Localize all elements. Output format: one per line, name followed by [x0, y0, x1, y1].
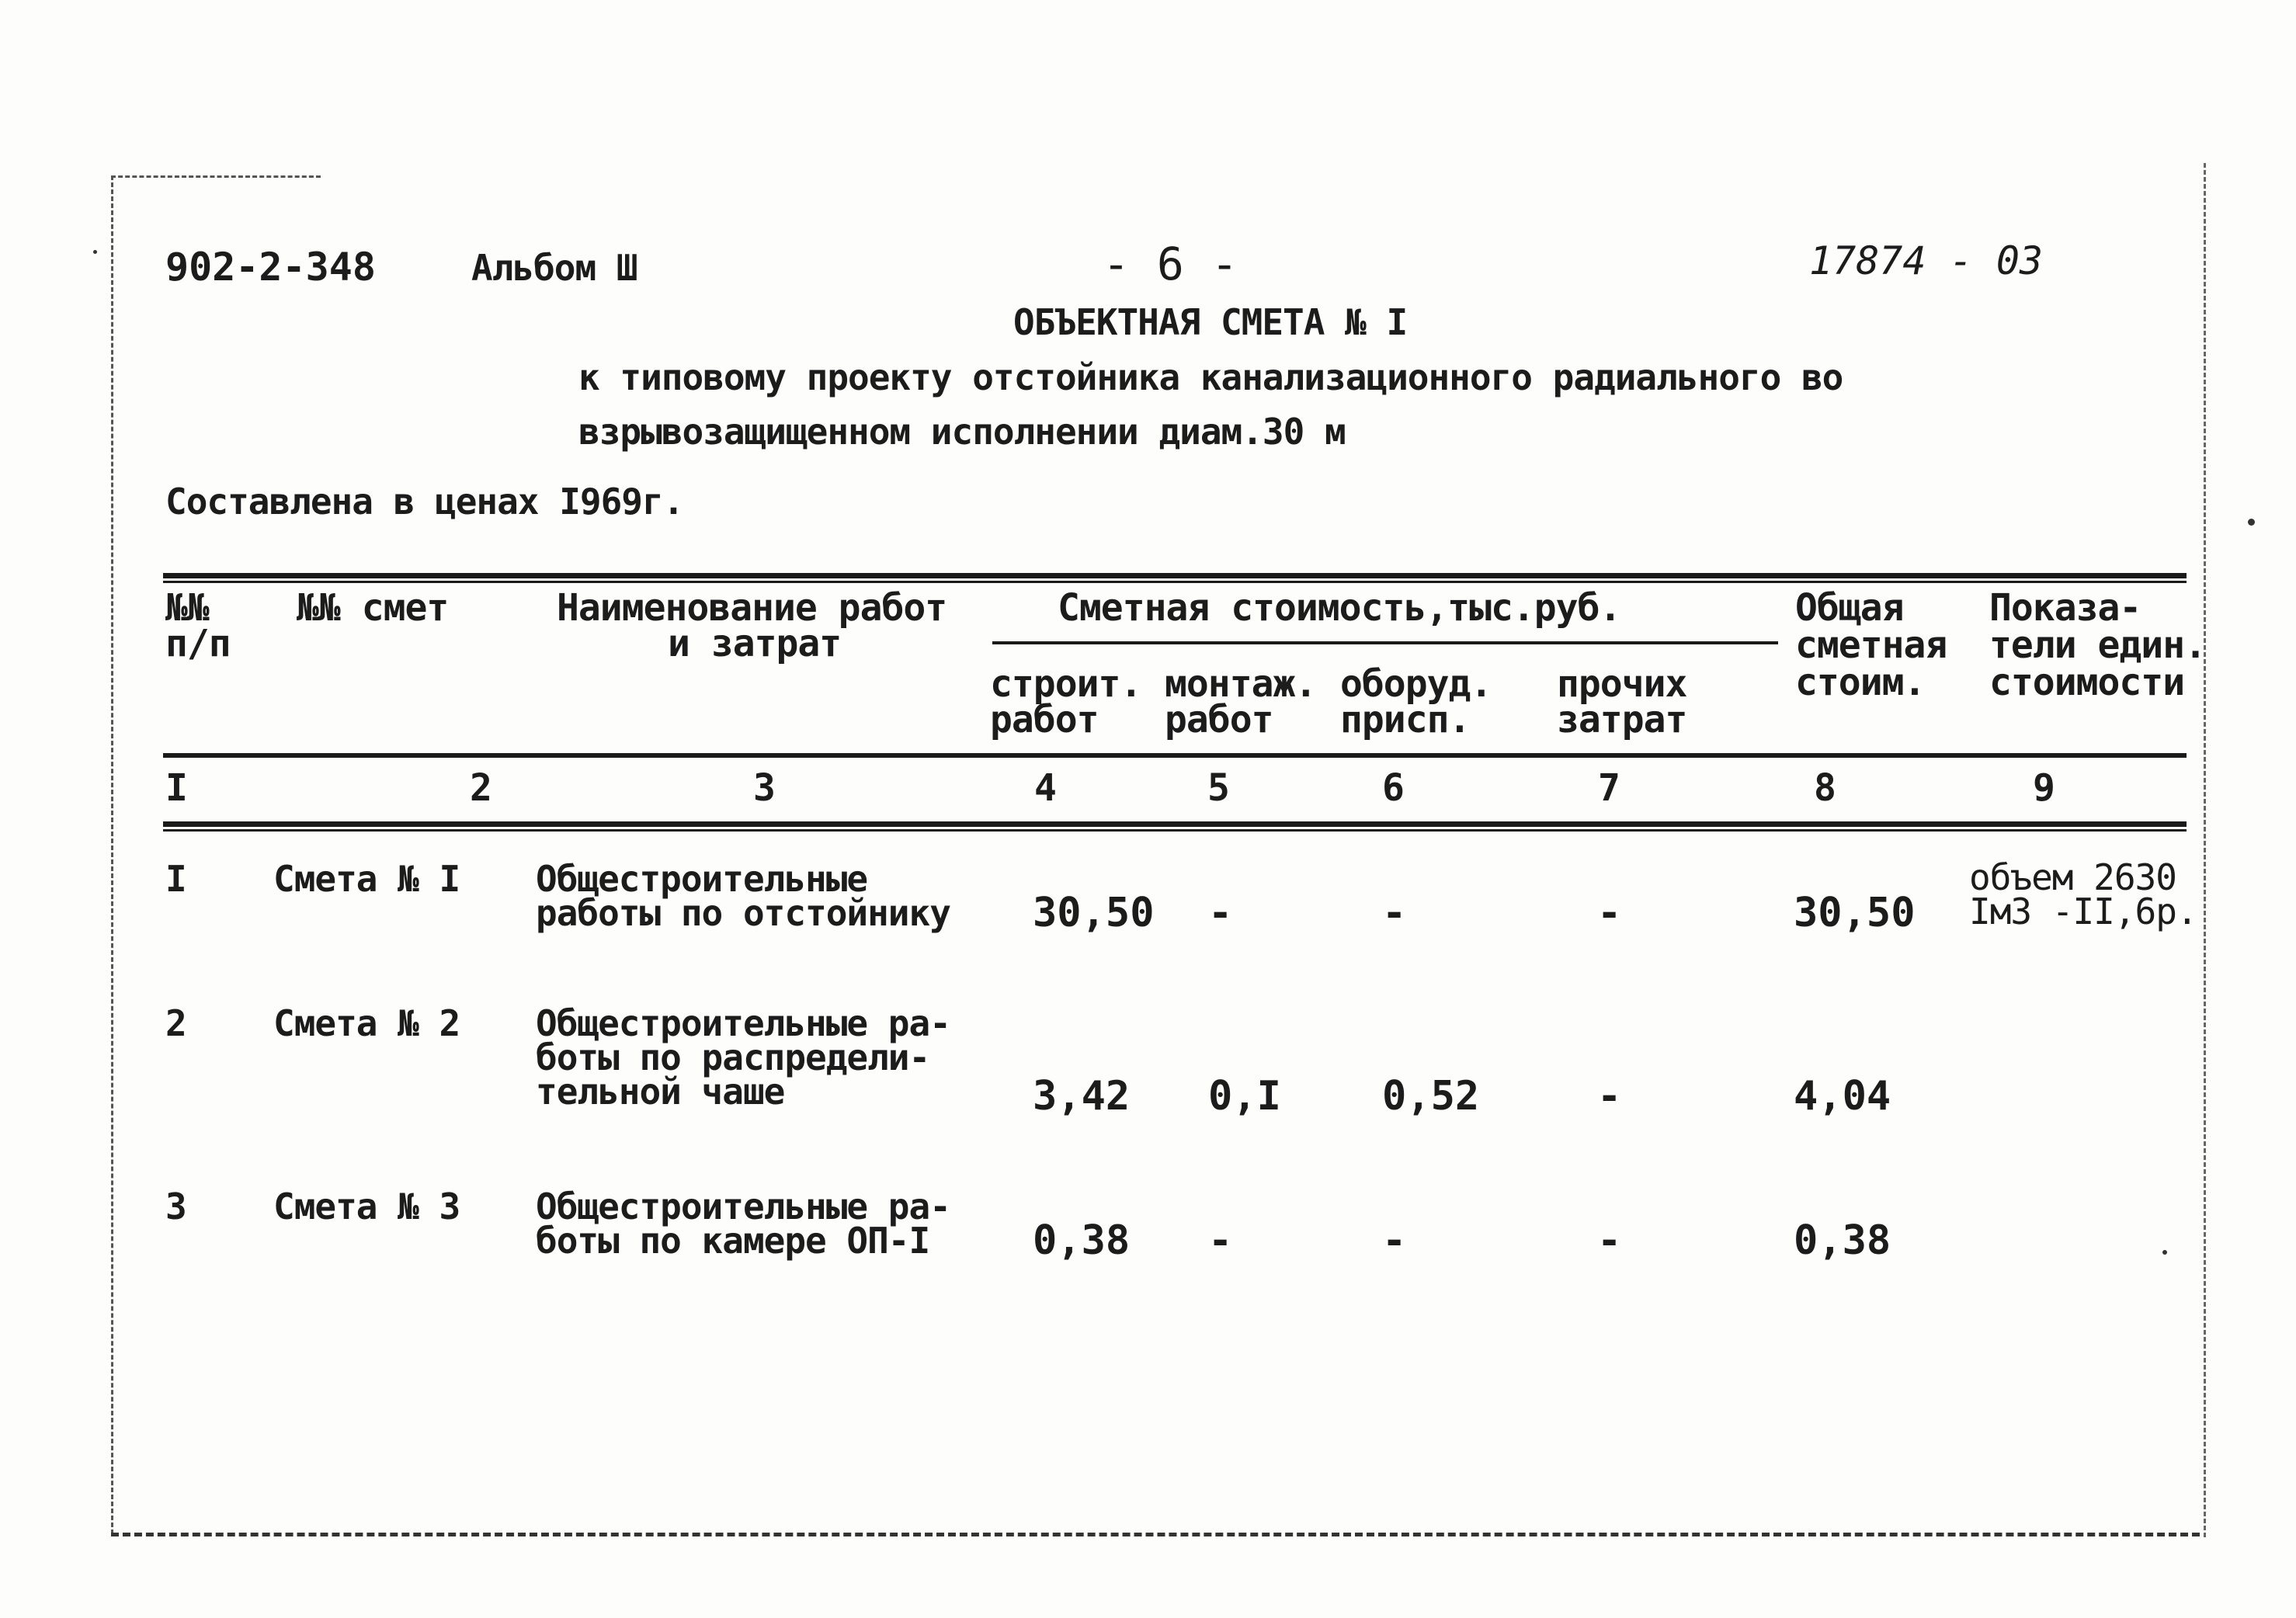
- header-col8-line2: сметная: [1795, 623, 1947, 667]
- row-total-cost: 30,50: [1794, 890, 1916, 936]
- header-col7-line1: прочих: [1557, 662, 1687, 706]
- row-total-cost: 4,04: [1794, 1073, 1891, 1120]
- header-col6-line2: присп.: [1340, 698, 1471, 741]
- row-construction-cost: 0,38: [1033, 1217, 1131, 1264]
- table-top-rule: [163, 573, 2187, 578]
- album-label: Альбом Ш: [471, 247, 637, 289]
- header-col3-line2: и затрат: [668, 622, 842, 665]
- group-header-rule: [992, 641, 1778, 644]
- row-name-line: боты по камере ОП-I: [536, 1220, 930, 1262]
- scan-speck: [2248, 519, 2255, 526]
- row-number: 2: [165, 1002, 186, 1044]
- column-number-3: 3: [753, 766, 776, 810]
- row-installation-cost: -: [1208, 890, 1233, 936]
- header-col1-line1: №№: [165, 586, 209, 630]
- header-col9-line2: тели един.: [1989, 623, 2206, 667]
- header-col9-line1: Показа-: [1989, 586, 2141, 630]
- scan-speck: [2162, 1250, 2167, 1255]
- row-total-cost: 0,38: [1794, 1217, 1891, 1264]
- row-installation-cost: 0,I: [1208, 1073, 1281, 1120]
- row-indicator-line: Iм3 -II,6р.: [1969, 891, 2197, 932]
- row-smeta: Смета № 2: [273, 1002, 460, 1044]
- inventory-number: 17874 - 03: [1809, 238, 2044, 283]
- header-bottom-rule: [163, 753, 2187, 758]
- row-equipment-cost: -: [1382, 890, 1407, 936]
- column-number-1: I: [165, 766, 188, 810]
- page-number: - 6 -: [1103, 238, 1238, 290]
- header-col5-line2: работ: [1165, 698, 1273, 741]
- header-col8-line1: Общая: [1795, 586, 1904, 630]
- header-col5-line1: монтаж.: [1165, 662, 1317, 706]
- row-indicator-line: объем 2630: [1969, 856, 2176, 898]
- row-construction-cost: 30,50: [1033, 890, 1155, 936]
- column-number-9: 9: [2033, 766, 2055, 810]
- row-name-line: Общестроительные ра-: [536, 1002, 950, 1044]
- table-top-rule-inner: [163, 581, 2187, 583]
- row-equipment-cost: 0,52: [1382, 1073, 1480, 1120]
- column-number-4: 4: [1034, 766, 1057, 810]
- row-name-line: работы по отстойнику: [536, 892, 950, 934]
- prices-note: Составлена в ценах I969г.: [165, 481, 684, 523]
- frame-bottom-border: [111, 1533, 2200, 1536]
- header-col6-line1: оборуд.: [1340, 662, 1492, 706]
- colnum-bottom-rule-inner: [163, 829, 2187, 832]
- header-col2: №№ смет: [297, 586, 449, 630]
- column-number-6: 6: [1382, 766, 1405, 810]
- row-equipment-cost: -: [1382, 1217, 1407, 1264]
- title-line-1: к типовому проекту отстойника канализационного радиального во: [578, 356, 1843, 398]
- row-number: 3: [165, 1186, 186, 1227]
- frame-top-border: [111, 175, 321, 178]
- header-col3-line1: Наименование работ: [557, 586, 947, 630]
- header-col9-line3: стоимости: [1989, 661, 2185, 704]
- row-name-line: Общестроительные ра-: [536, 1186, 950, 1227]
- column-number-5: 5: [1207, 766, 1230, 810]
- row-smeta: Смета № 3: [273, 1186, 460, 1227]
- frame-left-border: [111, 175, 113, 1534]
- row-construction-cost: 3,42: [1033, 1073, 1131, 1120]
- column-number-7: 7: [1598, 766, 1620, 810]
- header-col8-line3: стоим.: [1795, 661, 1926, 704]
- column-number-8: 8: [1814, 766, 1836, 810]
- frame-right-border: [2204, 163, 2206, 1537]
- row-installation-cost: -: [1208, 1217, 1233, 1264]
- row-other-cost: -: [1597, 1073, 1622, 1120]
- title-line-2: взрывозащищенном исполнении диам.30 м: [578, 411, 1346, 453]
- header-col1-line2: п/п: [165, 622, 231, 665]
- header-col4-line1: строит.: [990, 662, 1142, 706]
- row-other-cost: -: [1597, 1217, 1622, 1264]
- column-number-2: 2: [470, 766, 492, 810]
- header-col4-line2: работ: [990, 698, 1099, 741]
- row-name-line: Общестроительные: [536, 858, 868, 900]
- header-col7-line2: затрат: [1557, 698, 1687, 741]
- header-cost-group: Сметная стоимость,тыс.руб.: [1058, 586, 1621, 630]
- row-name-line: тельной чаше: [536, 1071, 785, 1113]
- row-other-cost: -: [1597, 890, 1622, 936]
- scan-speck: [93, 250, 97, 254]
- row-number: I: [165, 858, 186, 900]
- document-title: ОБЪЕКТНАЯ СМЕТА № I: [1013, 301, 1408, 343]
- colnum-bottom-rule: [163, 821, 2187, 827]
- row-name-line: боты по распредели-: [536, 1036, 930, 1078]
- doc-number: 902-2-348: [165, 245, 376, 290]
- row-smeta: Смета № I: [273, 858, 460, 900]
